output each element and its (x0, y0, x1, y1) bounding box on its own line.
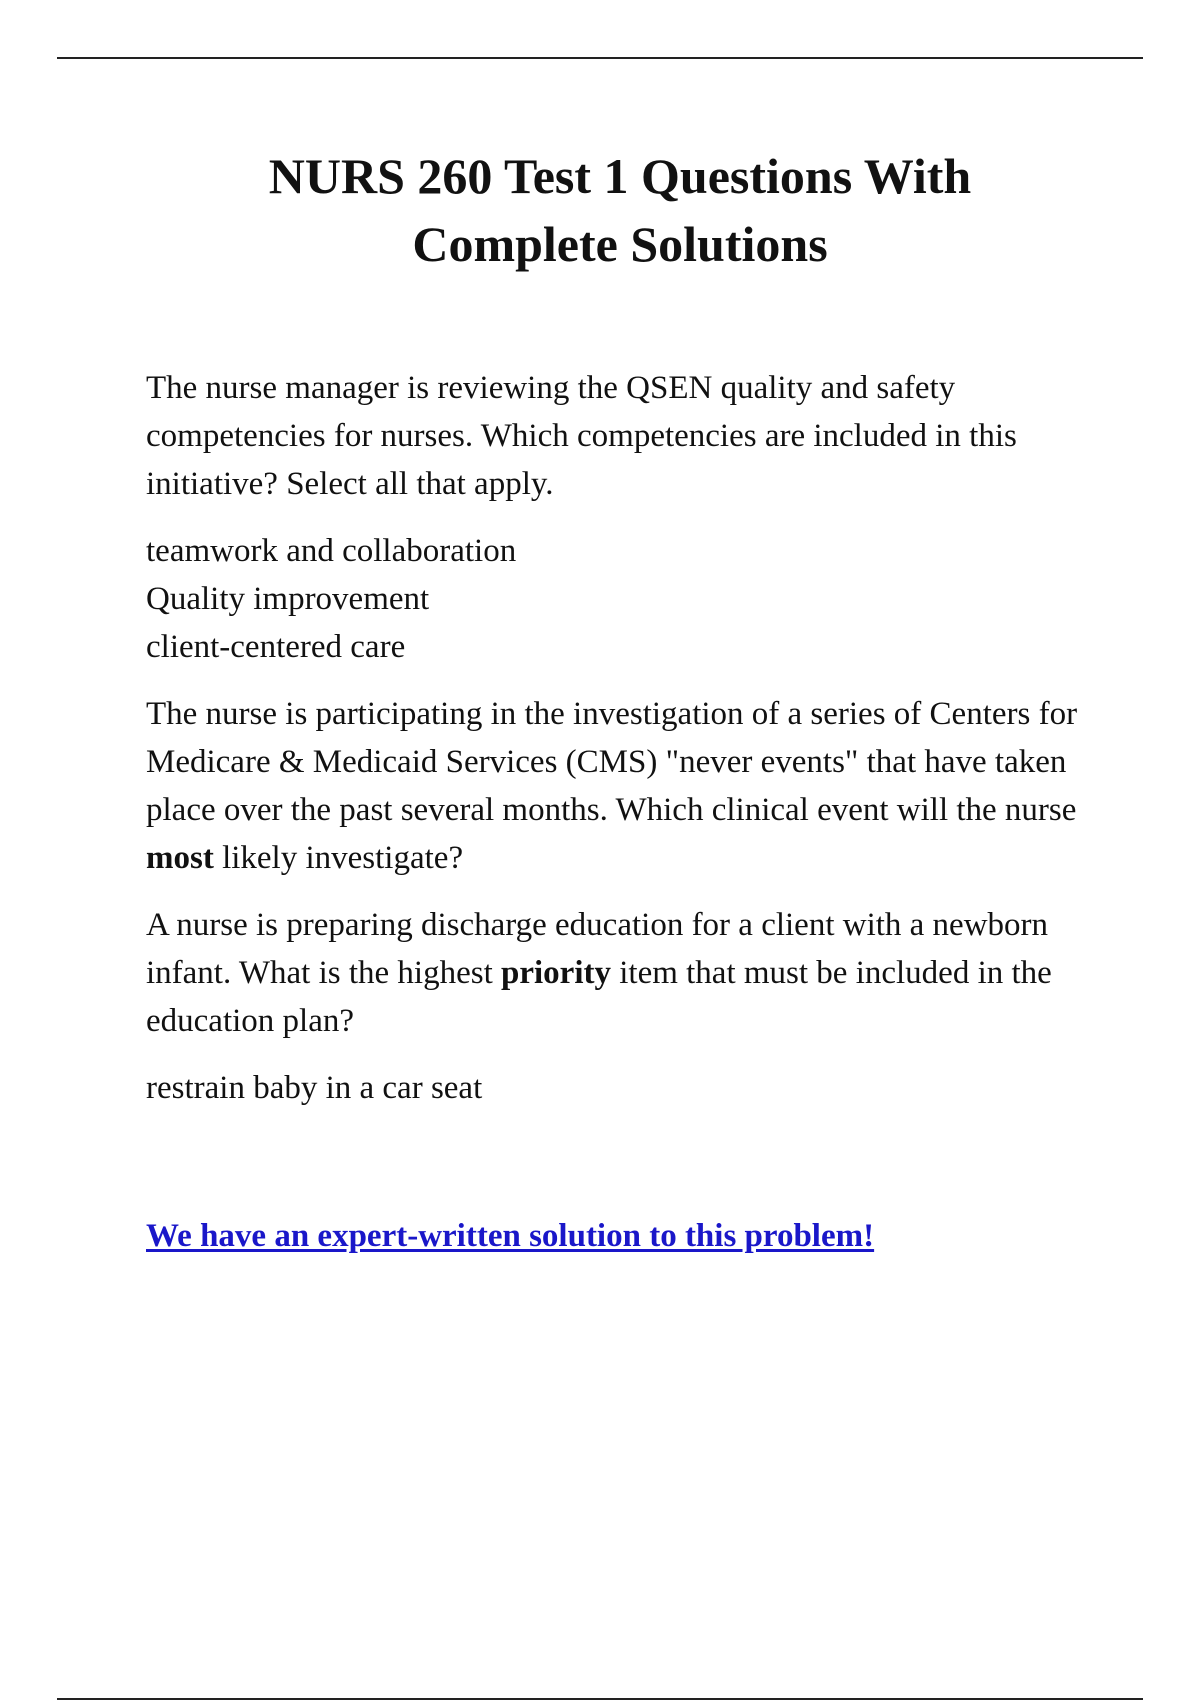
question-1-answers (146, 527, 1086, 671)
question-2-emphasis: most (146, 840, 214, 876)
top-rule (57, 57, 1143, 59)
question-2-before: The nurse is participating in the investigation of a series of Centers for Medicare & Medicaid Services (CMS) "never events" that have taken place over the past several months. Which clinical event will the nurse (146, 696, 1078, 828)
question-content (146, 364, 1086, 1131)
question-3-answer: restrain baby in a car seat (146, 1070, 483, 1106)
question-3-after: item that must be included in the education plan? (146, 955, 1052, 1039)
question-3-emphasis: priority (501, 955, 611, 991)
title-line-1: NURS 260 Test 1 Questions With (268, 148, 972, 204)
answer-item: client-centered care (146, 629, 406, 665)
question-3-text (146, 901, 1086, 1045)
answer-item: Quality improvement (146, 581, 430, 617)
expert-solution-link[interactable]: We have an expert-written solution to this problem! (146, 1218, 875, 1254)
question-2-after: likely investigate? (213, 840, 464, 876)
answer-item: teamwork and collaboration (146, 533, 517, 569)
question-2-text (146, 690, 1086, 882)
page-title (0, 142, 1200, 278)
question-3-before: A nurse is preparing discharge education for a client with a newborn infant. What is the highest (146, 907, 1049, 991)
question-1-text: The nurse manager is reviewing the QSEN quality and safety competencies for nurses. Which competencies are included in this initiative? Select all that apply. (146, 370, 1017, 502)
title-line-2: Complete Solutions (412, 216, 828, 272)
